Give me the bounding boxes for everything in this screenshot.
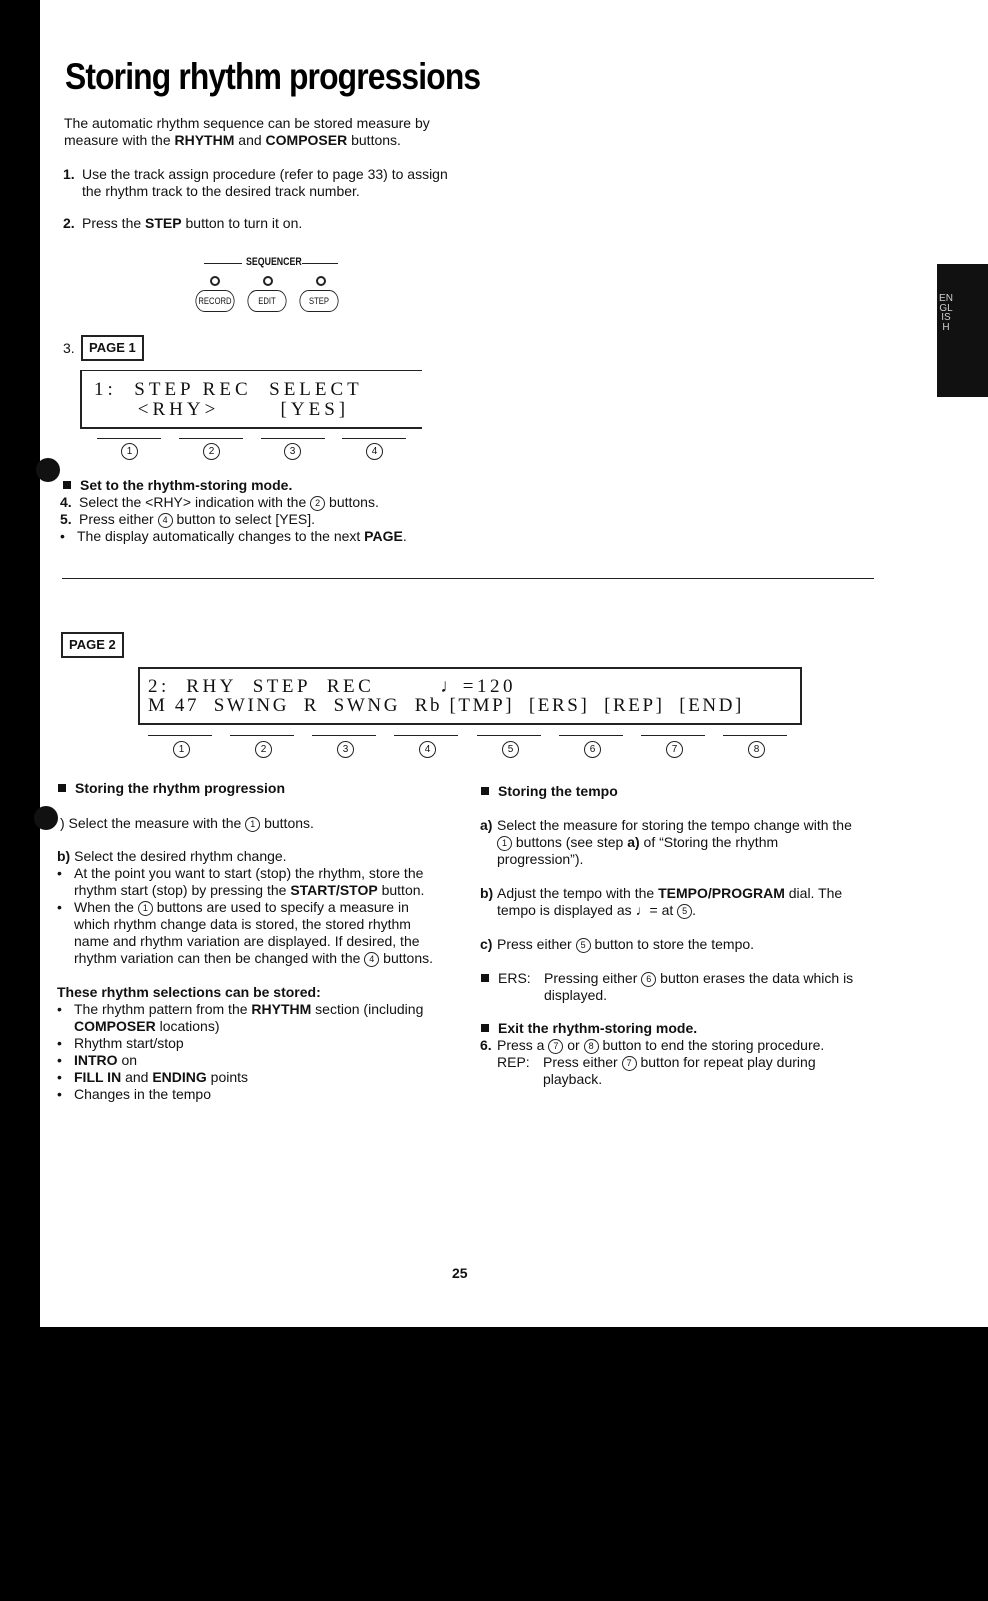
lcd-button-5[interactable]: 5 bbox=[502, 741, 519, 758]
ers-note bbox=[481, 970, 871, 1004]
rep-note bbox=[497, 1054, 869, 1088]
rep-label: REP: bbox=[497, 1054, 530, 1070]
list-item-text: Changes in the tempo bbox=[74, 1086, 211, 1102]
button-underline bbox=[148, 735, 212, 736]
lcd-button-3[interactable]: 3 bbox=[284, 443, 301, 460]
step-label: a) bbox=[480, 817, 493, 833]
step-text: Select the desired rhythm change. bbox=[70, 848, 287, 864]
rep-text: button for repeat play during bbox=[636, 1054, 816, 1070]
divider bbox=[302, 263, 338, 264]
step-text: buttons. bbox=[325, 494, 379, 510]
lcd-button-7[interactable]: 7 bbox=[666, 741, 683, 758]
record-button[interactable]: RECORD bbox=[195, 290, 234, 312]
step-5 bbox=[60, 511, 315, 528]
rep-text: Press either bbox=[543, 1054, 622, 1070]
step-keyword: STEP bbox=[145, 215, 182, 231]
step-text: button to store the tempo. bbox=[590, 936, 755, 952]
button-ref-icon: 1 bbox=[245, 817, 260, 832]
step-text: buttons (see step bbox=[512, 834, 628, 850]
step-text: progression”). bbox=[497, 851, 584, 867]
step-button[interactable]: STEP bbox=[299, 290, 338, 312]
page-2-label: PAGE 2 bbox=[61, 632, 124, 658]
side-tab-label: ENGLISH bbox=[939, 293, 953, 333]
button-underline bbox=[97, 438, 161, 439]
step-number: 5. bbox=[60, 511, 72, 527]
note-keyword: PAGE bbox=[364, 528, 403, 544]
list-item-text: section (including bbox=[311, 1001, 424, 1017]
step-text: button to end the storing procedure. bbox=[598, 1037, 825, 1053]
step-4 bbox=[60, 494, 379, 511]
bullet-text: When the bbox=[74, 899, 138, 915]
page-edge-mark bbox=[36, 458, 60, 482]
bullet-text: At the point you want to start (stop) the rhythm, store the bbox=[74, 865, 424, 881]
square-bullet-icon bbox=[63, 481, 71, 489]
button-underline bbox=[312, 735, 376, 736]
step-text: Press a bbox=[497, 1037, 549, 1053]
step-1 bbox=[63, 166, 448, 200]
ers-label: ERS: bbox=[498, 970, 531, 986]
button-ref-icon: 6 bbox=[641, 972, 656, 987]
divider bbox=[204, 263, 242, 264]
button-ref-icon: 5 bbox=[677, 904, 692, 919]
note-text: The display automatically changes to the next bbox=[77, 528, 365, 544]
bullet-text: rhythm start (stop) by pressing the bbox=[74, 882, 291, 898]
lcd-button-3[interactable]: 3 bbox=[337, 741, 354, 758]
button-ref-icon: 8 bbox=[584, 1039, 599, 1054]
button-underline bbox=[342, 438, 406, 439]
lcd-button-1[interactable]: 1 bbox=[121, 443, 138, 460]
step-led-icon bbox=[316, 276, 326, 286]
lcd-button-2[interactable]: 2 bbox=[203, 443, 220, 460]
rep-text: playback. bbox=[543, 1071, 603, 1087]
selections-list bbox=[57, 1001, 423, 1103]
edit-button[interactable]: EDIT bbox=[247, 290, 286, 312]
button-ref-icon: 1 bbox=[138, 901, 153, 916]
composer-keyword: COMPOSER bbox=[265, 132, 348, 148]
step-6 bbox=[480, 1037, 824, 1054]
list-item-text: The rhythm pattern from the bbox=[74, 1001, 252, 1017]
step-text: Select the <RHY> indication with the bbox=[79, 494, 311, 510]
step-text: button to turn it on. bbox=[181, 215, 303, 231]
button-ref-icon: 4 bbox=[158, 513, 173, 528]
list-item-keyword: ENDING bbox=[152, 1069, 207, 1085]
note-bullet bbox=[60, 528, 407, 545]
page-edge-mark bbox=[34, 806, 58, 830]
lcd-line-2: M 47 SWING R SWNG Rb [TMP] [ERS] [REP] [END] bbox=[148, 695, 744, 716]
list-item-keyword: RHYTHM bbox=[251, 1001, 312, 1017]
button-ref-icon: 2 bbox=[310, 496, 325, 511]
exit-heading bbox=[481, 1020, 697, 1037]
step-2 bbox=[63, 215, 302, 232]
step-text: Use the track assign procedure (refer to page 33) to assign bbox=[82, 166, 448, 182]
exit-heading-text: Exit the rhythm-storing mode. bbox=[498, 1020, 698, 1036]
left-bullet-2 bbox=[57, 899, 449, 967]
intro-text: and bbox=[234, 132, 266, 148]
lcd-button-8[interactable]: 8 bbox=[748, 741, 765, 758]
square-bullet-icon bbox=[58, 784, 66, 792]
lcd-line-1: 2: RHY STEP REC ♩=120 bbox=[148, 676, 516, 697]
step-text: or bbox=[563, 1037, 584, 1053]
step-text: dial. The bbox=[784, 885, 843, 901]
step-label: b) bbox=[57, 848, 71, 864]
step-text: button to select [YES]. bbox=[172, 511, 316, 527]
sequencer-diagram bbox=[188, 252, 358, 318]
button-ref-icon: 1 bbox=[497, 836, 512, 851]
intro-text: measure with the bbox=[64, 132, 175, 148]
list-item-text: points bbox=[206, 1069, 249, 1085]
lcd-line-1: 1: STEP REC SELECT bbox=[94, 379, 363, 400]
step-text: buttons. bbox=[260, 815, 314, 831]
step-text: . bbox=[692, 902, 697, 918]
lcd-button-6[interactable]: 6 bbox=[584, 741, 601, 758]
list-item-text: locations) bbox=[155, 1018, 220, 1034]
rhythm-keyword: RHYTHM bbox=[174, 132, 235, 148]
square-bullet-icon bbox=[481, 1024, 489, 1032]
step-keyword: TEMPO/PROGRAM bbox=[658, 885, 785, 901]
left-heading-text: Storing the rhythm progression bbox=[75, 780, 286, 796]
intro-paragraph bbox=[64, 115, 430, 149]
page-title: Storing rhythm progressions bbox=[65, 56, 481, 97]
bullet-text: button. bbox=[377, 882, 425, 898]
square-bullet-icon bbox=[481, 974, 489, 982]
button-underline bbox=[477, 735, 541, 736]
intro-line-2 bbox=[64, 132, 430, 149]
section-divider bbox=[62, 578, 874, 579]
bullet-text: name and rhythm variation are displayed. If desired, the bbox=[74, 933, 420, 949]
page-number: 25 bbox=[452, 1265, 468, 1281]
edit-led-icon bbox=[263, 276, 273, 286]
button-underline bbox=[179, 438, 243, 439]
lcd-button-1[interactable]: 1 bbox=[173, 741, 190, 758]
button-underline bbox=[641, 735, 705, 736]
record-led-icon bbox=[210, 276, 220, 286]
ers-text: button erases the data which is bbox=[656, 970, 854, 986]
list-item-text: Rhythm start/stop bbox=[74, 1035, 184, 1051]
bullet-text: which rhythm change data is stored, the stored rhythm bbox=[74, 916, 411, 932]
step-text: of “Storing the rhythm bbox=[639, 834, 779, 850]
left-heading bbox=[58, 780, 285, 797]
button-underline bbox=[261, 438, 325, 439]
list-item-keyword: INTRO bbox=[74, 1052, 118, 1068]
page-1-label: PAGE 1 bbox=[81, 335, 144, 361]
list-item-keyword: FILL IN bbox=[74, 1069, 122, 1085]
lcd-display-page-2 bbox=[138, 667, 802, 725]
step-keyword: a) bbox=[627, 834, 640, 850]
manual-page bbox=[40, 0, 988, 1327]
left-bullet-1 bbox=[57, 865, 449, 899]
step-text: Select the measure for storing the tempo change with the bbox=[497, 817, 852, 833]
right-heading bbox=[481, 783, 618, 800]
step-text: Press the bbox=[82, 215, 146, 231]
button-underline bbox=[723, 735, 787, 736]
lcd-button-4[interactable]: 4 bbox=[366, 443, 383, 460]
list-item-keyword: COMPOSER bbox=[74, 1018, 156, 1034]
list-item-text: on bbox=[117, 1052, 138, 1068]
right-step-b bbox=[480, 885, 870, 919]
note-text: . bbox=[402, 528, 407, 544]
step-number: 1. bbox=[63, 166, 75, 182]
ers-text: displayed. bbox=[544, 987, 608, 1003]
button-ref-icon: 7 bbox=[622, 1056, 637, 1071]
lcd-display-page-1 bbox=[80, 370, 422, 429]
bullet-text: buttons are used to specify a measure in bbox=[152, 899, 409, 915]
step-text: Press either bbox=[79, 511, 158, 527]
ers-text: Pressing either bbox=[544, 970, 642, 986]
step-text: ) Select the measure with the bbox=[60, 815, 246, 831]
bullet-text: buttons. bbox=[379, 950, 433, 966]
bullet-text: rhythm variation can then be changed with the bbox=[74, 950, 365, 966]
lcd-button-2[interactable]: 2 bbox=[255, 741, 272, 758]
button-underline bbox=[394, 735, 458, 736]
right-step-c bbox=[480, 936, 754, 953]
left-step-a bbox=[60, 815, 314, 832]
language-side-tab bbox=[937, 264, 988, 397]
step-label: b) bbox=[480, 885, 494, 901]
mode-heading bbox=[63, 477, 292, 494]
mode-heading-text: Set to the rhythm-storing mode. bbox=[80, 477, 293, 493]
step-3-number: 3. bbox=[63, 340, 75, 356]
button-underline bbox=[230, 735, 294, 736]
lcd-line-2: <RHY> [YES] bbox=[94, 399, 350, 420]
step-label: c) bbox=[480, 936, 493, 952]
intro-line-1: The automatic rhythm sequence can be stored measure by bbox=[64, 115, 430, 131]
button-ref-icon: 7 bbox=[548, 1039, 563, 1054]
square-bullet-icon bbox=[481, 787, 489, 795]
step-text: the rhythm track to the desired track number. bbox=[82, 183, 360, 199]
right-step-a bbox=[480, 817, 870, 868]
step-text: Adjust the tempo with the bbox=[497, 885, 659, 901]
lcd-button-4[interactable]: 4 bbox=[419, 741, 436, 758]
button-ref-icon: 4 bbox=[364, 952, 379, 967]
list-item-text: and bbox=[121, 1069, 153, 1085]
selections-heading: These rhythm selections can be stored: bbox=[57, 984, 321, 1000]
step-text: tempo is displayed as ♩= at bbox=[497, 902, 678, 918]
step-text: Press either bbox=[497, 936, 576, 952]
left-step-b bbox=[57, 848, 287, 865]
bullet-keyword: START/STOP bbox=[290, 882, 378, 898]
step-number: 4. bbox=[60, 494, 72, 510]
button-ref-icon: 5 bbox=[576, 938, 591, 953]
sequencer-label: SEQUENCER bbox=[246, 256, 302, 268]
button-underline bbox=[559, 735, 623, 736]
right-heading-text: Storing the tempo bbox=[498, 783, 618, 799]
step-number: 2. bbox=[63, 215, 75, 231]
step-number: 6. bbox=[480, 1037, 492, 1053]
intro-text: buttons. bbox=[347, 132, 401, 148]
